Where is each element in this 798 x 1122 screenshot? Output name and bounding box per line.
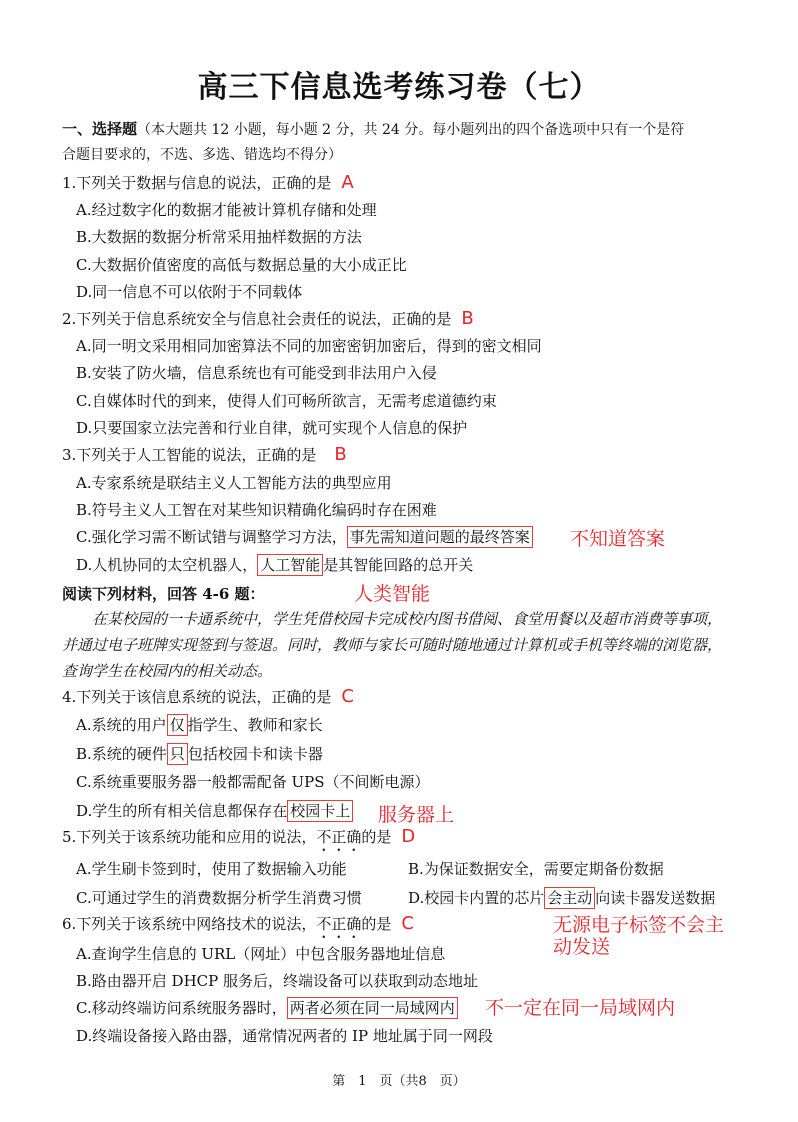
- q4-b-highlight: 只: [167, 743, 188, 765]
- q3-stem: [62, 444, 347, 465]
- q4-option-d: [76, 800, 353, 821]
- q4-b-text-post: 包括校园卡和读卡器: [187, 745, 323, 763]
- q5-option-d: [408, 887, 715, 908]
- q6-option-d: D.终端设备接入路由器，通常情况两者的 IP 地址属于同一网段: [76, 1027, 493, 1045]
- q4-a-highlight: 仅: [167, 714, 188, 736]
- q6-option-a: A.查询学生信息的 URL（网址）中包含服务器地址信息: [76, 945, 446, 963]
- q6-answer: C: [401, 913, 414, 934]
- q2-option-a: A.同一明文采用相同加密算法不同的加密密钥加密后，得到的密文相同: [76, 337, 542, 355]
- q4-b-text: B.系统的硬件: [76, 745, 167, 763]
- q6-option-b: B.路由器开启 DHCP 服务后，终端设备可以获取到动态地址: [76, 972, 479, 990]
- material-line1: 在某校园的一卡通系统中，学生凭借校园卡完成校内图书借阅、食堂用餐以及超市消费等事项，: [92, 610, 723, 628]
- material-line3: 查询学生在校园内的相关动态。: [62, 662, 273, 680]
- q6-stem-text: 6.下列关于该系统中网络技术的说法，: [62, 915, 317, 933]
- q6-option-c: [76, 997, 458, 1018]
- q4-d-highlight: 校园卡上: [287, 800, 353, 822]
- q1-option-c: C.大数据价值密度的高低与数据总量的大小成正比: [76, 256, 407, 274]
- page-title: 高三下信息选考练习卷（七）: [197, 70, 601, 105]
- q5-d-highlight: 会主动: [544, 887, 595, 909]
- q3-d-highlight: 人工智能: [257, 554, 323, 576]
- q6-stem-text-post: 的是: [361, 915, 392, 933]
- q2-option-b: B.安装了防火墙，信息系统也有可能受到非法用户入侵: [76, 364, 437, 382]
- q5-d-text-post: 向读卡器发送数据: [595, 889, 716, 907]
- q1-stem: [62, 172, 354, 193]
- q5-stem: [62, 826, 415, 855]
- q5-stem-emphasis: 不正确: [316, 828, 362, 846]
- q2-option-d: D.只要国家立法完善和行业自律，就可实现个人信息的保护: [76, 419, 468, 437]
- q3-d-text: D.人机协同的太空机器人，: [76, 556, 258, 574]
- q5-d-text: D.校园卡内置的芯片: [408, 889, 545, 907]
- page-footer: 第 1 页（共8 页）: [332, 1074, 466, 1089]
- q4-d-annotation: 服务器上: [378, 804, 455, 826]
- q3-c-text: C.强化学习需不断试错与调整学习方法，: [76, 528, 347, 546]
- q1-option-b: B.大数据的数据分析常采用抽样数据的方法: [76, 228, 362, 246]
- q3-c-highlight: 事先需知道问题的最终答案: [347, 526, 533, 548]
- section1-header: [62, 118, 684, 139]
- q4-stem: [62, 686, 354, 707]
- section1-desc1: （本大题共 12 小题，每小题 2 分，共 24 分。每小题列出的四个备选项中只有一个是符: [137, 122, 685, 138]
- q5-d-annotation-line1: 无源电子标签不会主: [553, 914, 725, 936]
- q4-stem-text: 4.下列关于该信息系统的说法，正确的是: [62, 688, 332, 706]
- q5-option-b: B.为保证数据安全，需要定期备份数据: [408, 860, 664, 878]
- q5-answer: D: [401, 826, 416, 847]
- q2-stem-text: 2.下列关于信息系统安全与信息社会责任的说法，正确的是: [62, 310, 452, 328]
- q3-answer: B: [334, 444, 347, 465]
- q5-stem-text: 5.下列关于该系统功能和应用的说法，: [62, 828, 317, 846]
- q4-a-text: A.系统的用户: [76, 716, 167, 734]
- q2-answer: B: [461, 308, 474, 329]
- material-line2: 并通过电子班牌实现签到与签退。同时，教师与家长可随时随地通过计算机或手机等终端的浏览器，: [62, 636, 723, 654]
- q4-option-b: [76, 743, 323, 764]
- q3-d-text-post: 是其智能回路的总开关: [323, 556, 474, 574]
- q6-c-text: C.移动终端访问系统服务器时，: [76, 999, 287, 1017]
- q3-option-d: [76, 554, 473, 575]
- q4-option-c: C.系统重要服务器一般都需配备 UPS（不间断电源）: [76, 773, 430, 791]
- q6-stem-emphasis: 不正确: [316, 915, 362, 933]
- q5-option-c: C.可通过学生的消费数据分析学生消费习惯: [76, 889, 362, 907]
- material-heading: 阅读下列材料，回答 4-6 题：: [62, 585, 265, 603]
- q2-stem: [62, 308, 474, 329]
- q3-d-annotation: 人类智能: [354, 583, 431, 605]
- q3-option-b: B.符号主义人工智在对某些知识精确化编码时存在困难: [76, 501, 437, 519]
- q1-option-d: D.同一信息不可以依附于不同载体: [76, 283, 303, 301]
- q4-a-text-post: 指学生、教师和家长: [187, 716, 323, 734]
- q6-c-annotation: 不一定在同一局域网内: [485, 997, 676, 1019]
- q5-stem-text-post: 的是: [361, 828, 392, 846]
- q1-answer: A: [341, 172, 354, 193]
- q4-d-text: D.学生的所有相关信息都保存在: [76, 802, 288, 820]
- q2-option-c: C.自媒体时代的到来，使得人们可畅所欲言，无需考虑道德约束: [76, 392, 497, 410]
- q4-option-a: [76, 714, 323, 735]
- q5-option-a: A.学生刷卡签到时，使用了数据输入功能: [76, 860, 347, 878]
- section1-heading: 一、选择题: [62, 120, 138, 138]
- section1-desc2: 合题目要求的，不选、多选、错选均不得分）: [62, 147, 342, 163]
- q3-stem-text: 3.下列关于人工智能的说法，正确的是: [62, 446, 317, 464]
- q3-option-a: A.专家系统是联结主义人工智能方法的典型应用: [76, 474, 392, 492]
- q1-option-a: A.经过数字化的数据才能被计算机存储和处理: [76, 201, 377, 219]
- q3-option-c: [76, 526, 533, 547]
- q3-c-annotation: 不知道答案: [570, 528, 666, 550]
- q4-answer: C: [341, 686, 354, 707]
- q5-d-annotation-line2: 动发送: [553, 936, 611, 958]
- q1-stem-text: 1.下列关于数据与信息的说法，正确的是: [62, 174, 332, 192]
- q6-stem: [62, 913, 414, 942]
- q6-c-highlight: 两者必须在同一局域网内: [287, 997, 458, 1019]
